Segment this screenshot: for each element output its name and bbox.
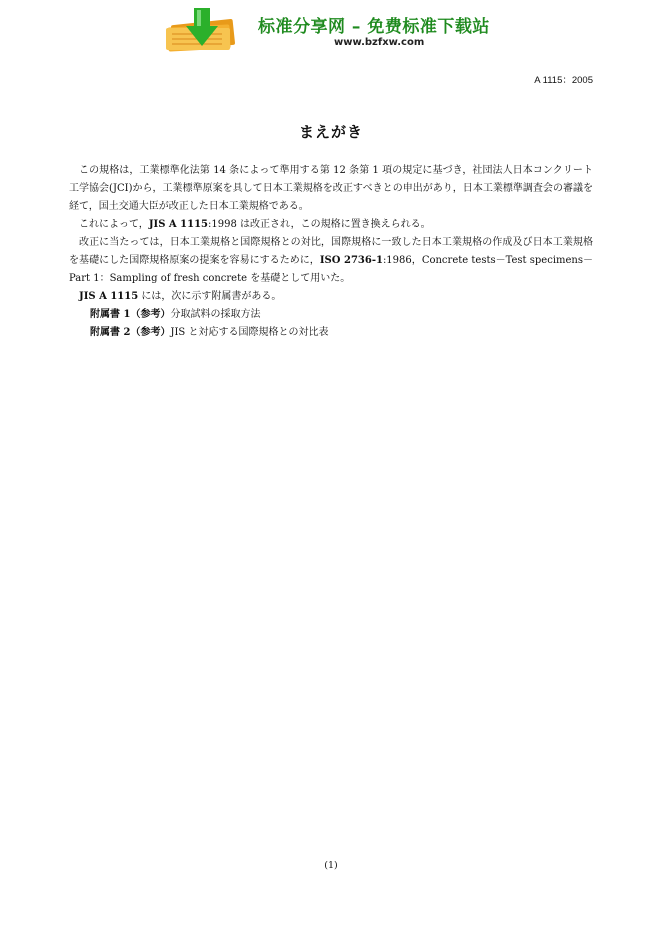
annex-text: 分取試料の採取方法 [170,309,261,320]
download-arrow-icon [164,8,244,52]
page-number: (1) [324,860,338,871]
annex-item [69,306,593,324]
annex-label: 附属書 2（参考） [90,327,171,338]
p3-iso-code: ISO 2736-1 [319,255,383,266]
annex-text: JIS と対応する国際規格との対比表 [170,327,329,338]
banner-url[interactable]: www.bzfxw.com [334,37,425,48]
p2-jis-code: JIS A 1115 [148,219,208,230]
p3-text-pre: 改正に当たっては，日本工業規格と国際規格との対比，国際規格に一致した日本工業規格の作成及び日本工業規格を基礎にした国際規格原案の提案を容易にするために， [69,237,593,266]
document-body [69,162,593,342]
p2-text-pre: これによって， [79,219,149,230]
paragraph-4 [69,288,593,306]
p4-text-post: には，次に示す附属書がある。 [138,291,282,302]
page-title: まえがき [298,123,363,141]
p3-text-post: :1986，Concrete tests－Test specimens－Part 1：Sampling of fresh concrete を基礎として用いた。 [69,255,593,284]
banner-title: 标准分享网 – 免费标准下载站 [258,17,490,37]
p2-text-post: :1998 は改正され，この規格に置き換えられる。 [208,219,431,230]
annex-item [69,324,593,342]
paragraph-2 [69,216,593,234]
paragraph-1: この規格は，工業標準化法第 14 条によって準用する第 12 条第 1 項の規定に基づき，社団法人日本コンクリート工学協会(JCI)から，工業標準原案を具して日本工業規格を改正すべきとの申出があり，日本工業標準調査会の審議を経て，国土交通大臣が改正した日本工業規格である。 [69,165,593,212]
p4-jis-code: JIS A 1115 [79,291,139,302]
annex-label: 附属書 1（参考） [90,309,171,320]
document-id: A 1115：2005 [534,75,593,86]
site-banner[interactable] [162,6,500,52]
paragraph-3 [69,234,593,288]
